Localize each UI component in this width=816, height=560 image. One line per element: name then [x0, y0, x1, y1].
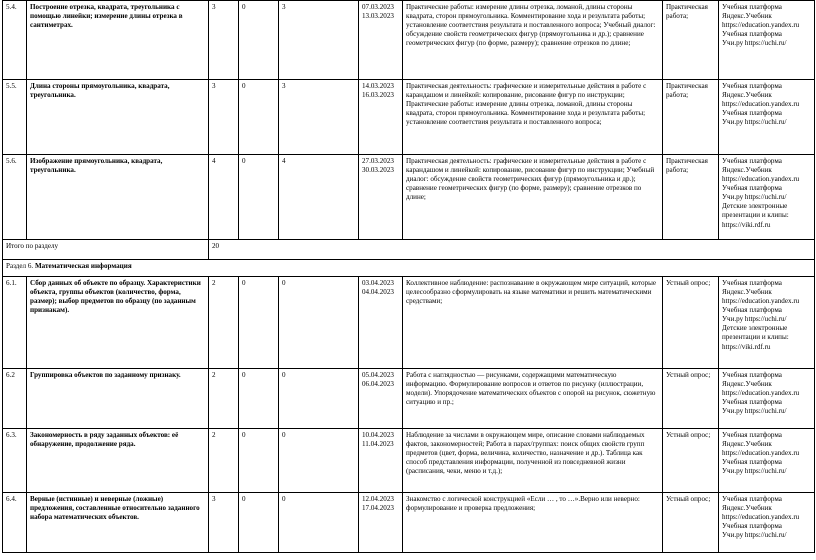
row-hours-practice: 0 [279, 429, 359, 493]
section-header-row [3, 260, 815, 277]
date-value: 16.03.2023 [362, 91, 394, 100]
resource-line: Учебная платформа [722, 157, 782, 165]
row-control-form: Устный опрос; [663, 277, 719, 369]
row-activity: Практические работы: измерение длины отрезка, ломаной, длины стороны квадрата, сторон прямоугольника. Комментирование хода и результата работы; установление соответствия результата и поставленного вопроса; Учебный диалог: обсуждение свойств геометрических фигур (прямоугольника и др.); сравнение геометрических фигур (по форме, размеру); сравнение отрезков по длине; [403, 1, 663, 80]
row-control-form: Практическая работа; [663, 1, 719, 80]
section-prefix: Раздел 6. [6, 262, 34, 270]
row-resources [719, 80, 815, 155]
resource-line: Учи.ру https://uchi.ru/ [722, 531, 787, 540]
row-number: 5.4. [3, 1, 27, 80]
row-hours-total: 2 [209, 429, 239, 493]
resource-line: https://viki.rdf.ru [722, 220, 771, 229]
table-row [3, 369, 815, 429]
resource-line: https://education.yandex.ru [722, 21, 800, 30]
row-hours-practice: 3 [279, 1, 359, 80]
resource-line: Учебная платформа [722, 522, 782, 531]
row-hours-total: 3 [209, 1, 239, 80]
resource-line: Детские электронные [722, 202, 788, 211]
row-resources [719, 429, 815, 493]
row-hours-practice: 4 [279, 155, 359, 240]
row-hours-control: 0 [239, 155, 279, 240]
row-resources [719, 493, 815, 553]
date-value: 03.04.2023 [362, 279, 394, 287]
row-hours-total: 2 [209, 369, 239, 429]
resource-line: Учебная платформа [722, 279, 782, 287]
resource-line: Учи.ру https://uchi.ru/ [722, 315, 787, 324]
table-row [3, 493, 815, 553]
row-activity: Работа с наглядностью — рисунками, содержащими математическую информацию. Формулирование вопросов и ответов по рисунку (иллюстрации, модели). Упорядочение математических объектов с опорой на рисунок, сюжетную ситуацию и пр.; [403, 369, 663, 429]
section-title: Математическая информация [34, 262, 132, 270]
date-value: 27.03.2023 [362, 157, 394, 165]
row-hours-control: 0 [239, 277, 279, 369]
table-row [3, 1, 815, 80]
row-hours-practice: 0 [279, 493, 359, 553]
row-dates [359, 277, 403, 369]
row-number: 5.5. [3, 80, 27, 155]
resource-line: презентации и клипы: [722, 333, 789, 342]
section-header [3, 260, 815, 277]
resource-line: https://education.yandex.ru [722, 175, 800, 184]
date-value: 07.03.2023 [362, 3, 394, 11]
resource-line: https://education.yandex.ru [722, 449, 800, 458]
row-number: 6.3. [3, 429, 27, 493]
row-topic: Закономерность в ряду заданных объектов: её обнаружение, продолжение ряда. [27, 429, 209, 493]
section-total-row [3, 240, 815, 260]
resource-line: Учебная платформа [722, 306, 782, 315]
row-hours-control: 0 [239, 429, 279, 493]
section-total-label: Итого по разделу [3, 240, 209, 260]
row-number: 5.6. [3, 155, 27, 240]
date-value: 17.04.2023 [362, 504, 394, 513]
curriculum-table [2, 0, 815, 553]
row-hours-total: 3 [209, 80, 239, 155]
row-resources [719, 155, 815, 240]
row-control-form: Практическая работа; [663, 155, 719, 240]
row-dates [359, 429, 403, 493]
row-control-form: Устный опрос; [663, 429, 719, 493]
row-hours-control: 0 [239, 80, 279, 155]
resource-line: Учебная платформа [722, 184, 782, 193]
resource-line: Яндекс.Учебник [722, 12, 772, 21]
date-value: 14.03.2023 [362, 82, 394, 90]
row-number: 6.2 [3, 369, 27, 429]
resource-line: Учебная платформа [722, 495, 782, 503]
resource-line: https://education.yandex.ru [722, 100, 800, 109]
row-control-form: Практическая работа; [663, 80, 719, 155]
row-hours-control: 0 [239, 493, 279, 553]
date-value: 30.03.2023 [362, 166, 394, 175]
resource-line: Учебная платформа [722, 371, 782, 379]
resource-line: Учи.ру https://uchi.ru/ [722, 407, 787, 416]
resource-line: Учи.ру https://uchi.ru/ [722, 39, 787, 48]
resource-line: Яндекс.Учебник [722, 91, 772, 100]
resource-line: Учебная платформа [722, 109, 782, 118]
row-hours-control: 0 [239, 1, 279, 80]
resource-line: Учебная платформа [722, 3, 782, 11]
resource-line: https://education.yandex.ru [722, 513, 800, 522]
row-topic: Группировка объектов по заданному признаку. [27, 369, 209, 429]
resource-line: Учи.ру https://uchi.ru/ [722, 193, 787, 202]
resource-line: Учи.ру https://uchi.ru/ [722, 467, 787, 476]
row-topic: Изображение прямоугольника, квадрата, треугольника. [27, 155, 209, 240]
row-number: 6.4. [3, 493, 27, 553]
row-activity: Практическая деятельность: графические и измерительные действия в работе с карандашом и линейкой: копирование, рисование фигур по инструкции; Практические работы: измерение длины отрезка, ломаной, длины стороны квадрата, сторон прямоугольника. Комментирование хода и результата работы; установление соответствия результата и поставленного вопроса; [403, 80, 663, 155]
row-hours-practice: 0 [279, 369, 359, 429]
row-hours-total: 2 [209, 277, 239, 369]
row-resources [719, 369, 815, 429]
row-activity: Наблюдение за числами в окружающем мире, описание словами наблюдаемых фактов, закономерностей; Работа в парах/группах: поиск общих свойств групп предметов (цвет, форма, величина, количество, назначение и др.). Таблица как способ представления информации, полученной из повседневной жизни (расписания, чеки, меню и т.д.); [403, 429, 663, 493]
resource-line: Учебная платформа [722, 398, 782, 407]
section-total [3, 240, 815, 277]
resource-line: Учи.ру https://uchi.ru/ [722, 118, 787, 127]
row-topic: Сбор данных об объекте по образцу. Характеристики объекта, группы объектов (количество, форма, размер); выбор предметов по образцу (по заданным признакам). [27, 277, 209, 369]
resource-line: Детские электронные [722, 324, 788, 333]
date-value: 11.04.2023 [362, 440, 394, 449]
resource-line: Яндекс.Учебник [722, 504, 772, 513]
date-value: 04.04.2023 [362, 288, 394, 297]
table-row [3, 429, 815, 493]
date-value: 05.04.2023 [362, 371, 394, 379]
row-activity: Знакомство с логической конструкцией «Если … , то …».Верно или неверно: формулирование и проверка предложения; [403, 493, 663, 553]
row-hours-total: 3 [209, 493, 239, 553]
date-value: 10.04.2023 [362, 431, 394, 439]
section-6-rows [3, 277, 815, 553]
row-control-form: Устный опрос; [663, 493, 719, 553]
row-activity: Коллективное наблюдение: распознавание в окружающем мире ситуаций, которые целесообразно сформулировать на языке математики и решить математическими средствами; [403, 277, 663, 369]
row-hours-control: 0 [239, 369, 279, 429]
date-value: 13.03.2023 [362, 12, 394, 21]
row-dates [359, 155, 403, 240]
row-hours-practice: 3 [279, 80, 359, 155]
resource-line: Яндекс.Учебник [722, 166, 772, 175]
resource-line: Яндекс.Учебник [722, 288, 772, 297]
row-dates [359, 493, 403, 553]
resource-line: Яндекс.Учебник [722, 440, 772, 449]
resource-line: https://viki.rdf.ru [722, 342, 771, 351]
row-hours-total: 4 [209, 155, 239, 240]
table-row [3, 155, 815, 240]
row-topic: Верные (истинные) и неверные (ложные) предложения, составленные относительно заданного набора математических объектов. [27, 493, 209, 553]
row-resources [719, 1, 815, 80]
table-row [3, 277, 815, 369]
row-hours-practice: 0 [279, 277, 359, 369]
resource-line: Учебная платформа [722, 431, 782, 439]
resource-line: Учебная платформа [722, 458, 782, 467]
resource-line: https://education.yandex.ru [722, 297, 800, 306]
row-control-form: Устный опрос; [663, 369, 719, 429]
resource-line: Учебная платформа [722, 30, 782, 39]
resource-line: https://education.yandex.ru [722, 389, 800, 398]
resource-line: Яндекс.Учебник [722, 380, 772, 389]
row-resources [719, 277, 815, 369]
section-total-value: 20 [209, 240, 815, 260]
resource-line: презентации и клипы: [722, 211, 789, 220]
table-row [3, 80, 815, 155]
row-topic: Построение отрезка, квадрата, треугольника с помощью линейки; измерение длины отрезка в сантиметрах. [27, 1, 209, 80]
row-activity: Практическая деятельность: графические и измерительные действия в работе с карандашом и линейкой: копирование, рисование фигур по инструкции; Учебный диалог: обсуждение свойств геометрических фигур (прямоугольника и др.); сравнение геометрических фигур (по форме, размеру); сравнение отрезков по длине; [403, 155, 663, 240]
row-dates [359, 1, 403, 80]
row-number: 6.1. [3, 277, 27, 369]
date-value: 12.04.2023 [362, 495, 394, 503]
resource-line: Учебная платформа [722, 82, 782, 90]
section-5-rows [3, 1, 815, 240]
date-value: 06.04.2023 [362, 380, 394, 389]
row-topic: Длина стороны прямоугольника, квадрата, треугольника. [27, 80, 209, 155]
row-dates [359, 80, 403, 155]
row-dates [359, 369, 403, 429]
